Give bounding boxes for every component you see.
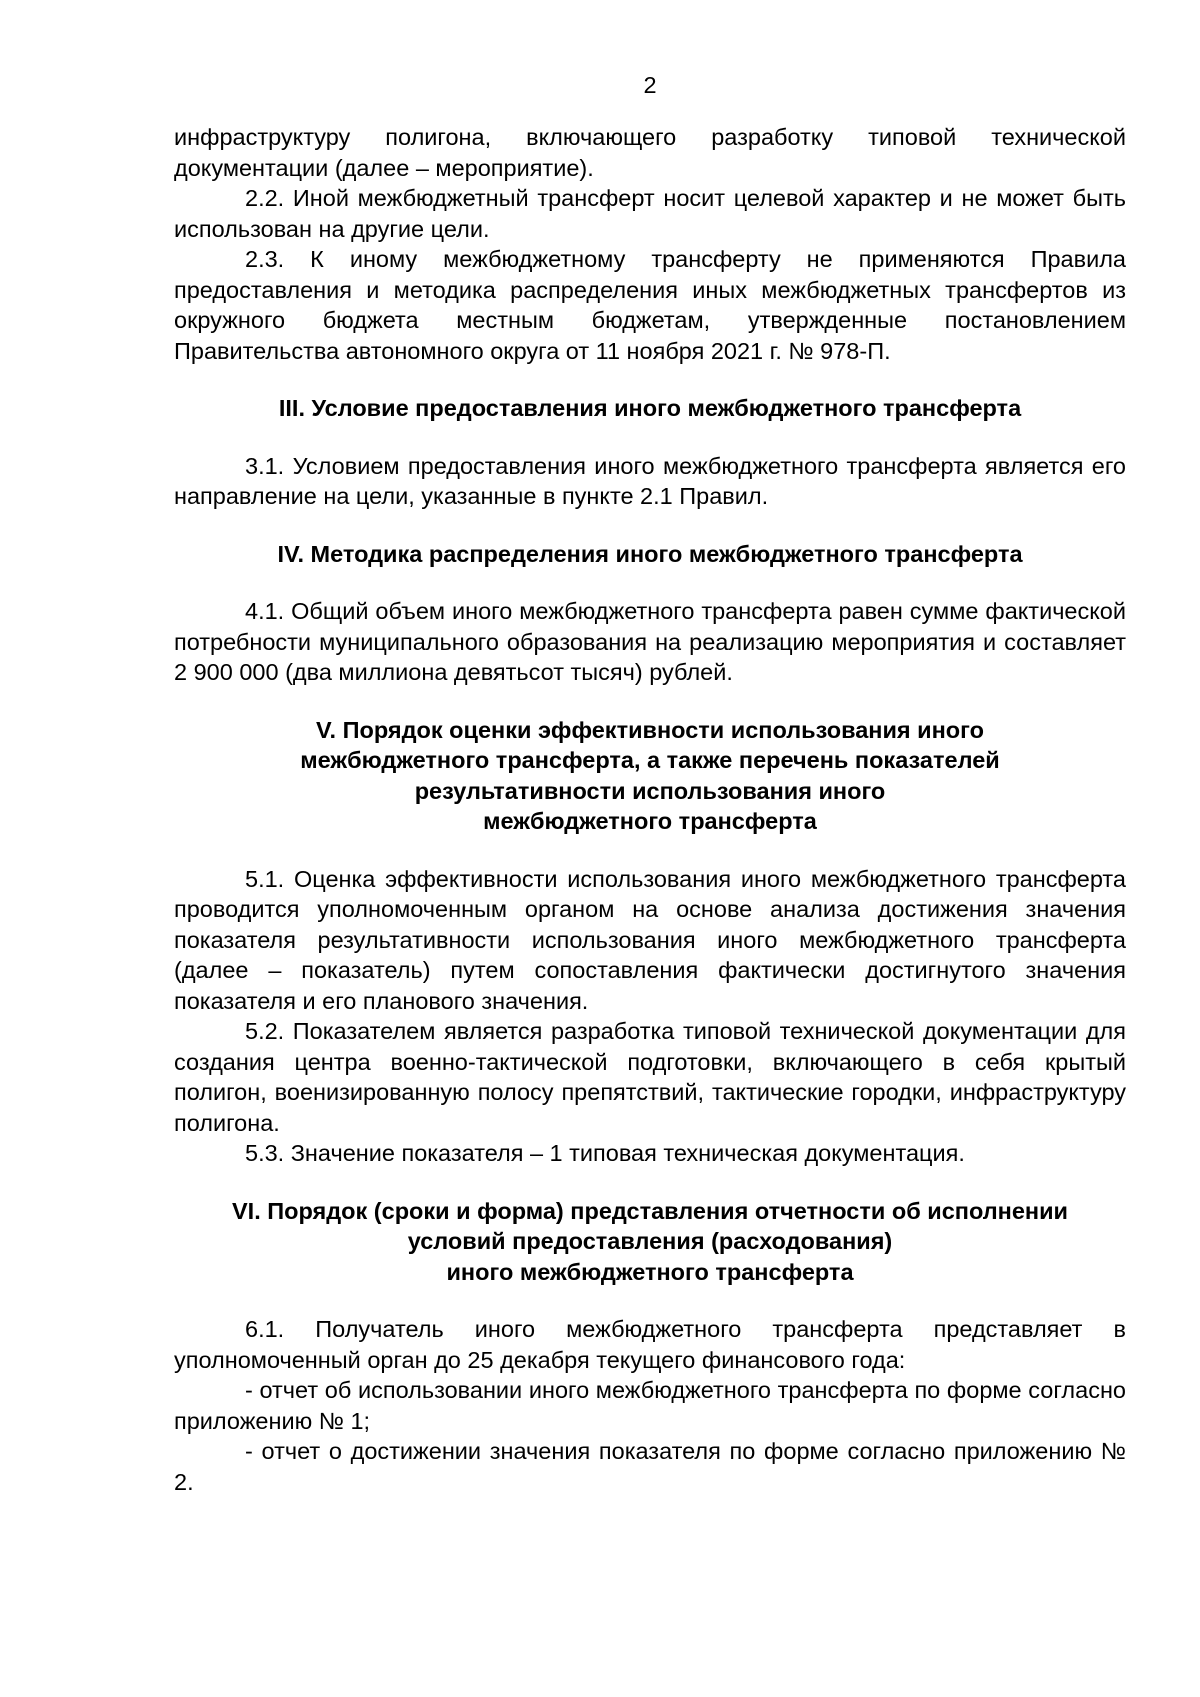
section-4-heading: IV. Методика распределения иного межбюджетного трансферта: [277, 540, 1023, 567]
section-6-heading-line: условий предоставления (расходования): [407, 1228, 893, 1254]
section-6-heading-line: иного межбюджетного трансферта: [446, 1258, 854, 1285]
section-5-heading-line: результативности использования иного: [414, 777, 886, 804]
paragraph-5-3: 5.3. Значение показателя – 1 типовая техническая документация.: [245, 1140, 965, 1166]
paragraph-2-2: 2.2. Иной межбюджетный трансферт носит целевой характер и не может быть использован на другие цели.: [174, 185, 1126, 242]
page-number: 2: [643, 72, 657, 98]
paragraph-6-1: 6.1. Получатель иного межбюджетного трансферта представляет в уполномоченный орган до 25 декабря текущего финансового года:: [174, 1316, 1126, 1373]
paragraph-4-1: 4.1. Общий объем иного межбюджетного трансферта равен сумме фактической потребности муниципального образования на реализацию мероприятия и составляет 2 900 000 (два миллиона девятьсот тысяч) рублей.: [174, 598, 1126, 685]
section-5-heading-line: межбюджетного трансферта, а также перечень показателей: [300, 747, 1000, 773]
section-6-heading-line: VI. Порядок (сроки и форма) представления отчетности об исполнении: [231, 1197, 1069, 1224]
paragraph-5-2: 5.2. Показателем является разработка типовой технической документации для создания центра военно-тактической подготовки, включающего в себя крытый полигон, военизированную полосу препятствий, тактические городки, инфраструктуру полигона.: [174, 1018, 1126, 1136]
paragraph-3-1: 3.1. Условием предоставления иного межбюджетного трансферта является его направление на цели, указанные в пункте 2.1 Правил.: [174, 452, 1126, 509]
paragraph-intro: инфраструктуру полигона, включающего разработку типовой технической документации (далее – мероприятие).: [174, 124, 1126, 181]
paragraph-5-1: 5.1. Оценка эффективности использования иного межбюджетного трансферта проводится уполномоченным органом на основе анализа достижения значения показателя результативности использования иного межбюджетного трансферта (далее – показатель) путем сопоставления фактически достигнутого значения показателя и его планового значения.: [174, 865, 1126, 1014]
list-item-report-usage: - отчет об использовании иного межбюджетного трансферта по форме согласно приложению № 1;: [174, 1377, 1126, 1434]
paragraph-2-3: 2.3. К иному межбюджетному трансферту не применяются Правила предоставления и методика распределения иных межбюджетных трансфертов из окружного бюджета местным бюджетам, утвержденные постановлением Правительства автономного округа от 11 ноября 2021 г. № 978-П.: [174, 246, 1126, 364]
section-5-heading-line: межбюджетного трансферта: [483, 808, 817, 834]
section-6-heading: [174, 1196, 1126, 1288]
section-5-heading: [174, 715, 1126, 837]
section-5-heading-line: V. Порядок оценки эффективности использования иного: [316, 716, 984, 743]
list-item-report-indicator: - отчет о достижении значения показателя по форме согласно приложению № 2.: [174, 1438, 1126, 1495]
section-3-heading: III. Условие предоставления иного межбюджетного трансферта: [278, 395, 1022, 421]
